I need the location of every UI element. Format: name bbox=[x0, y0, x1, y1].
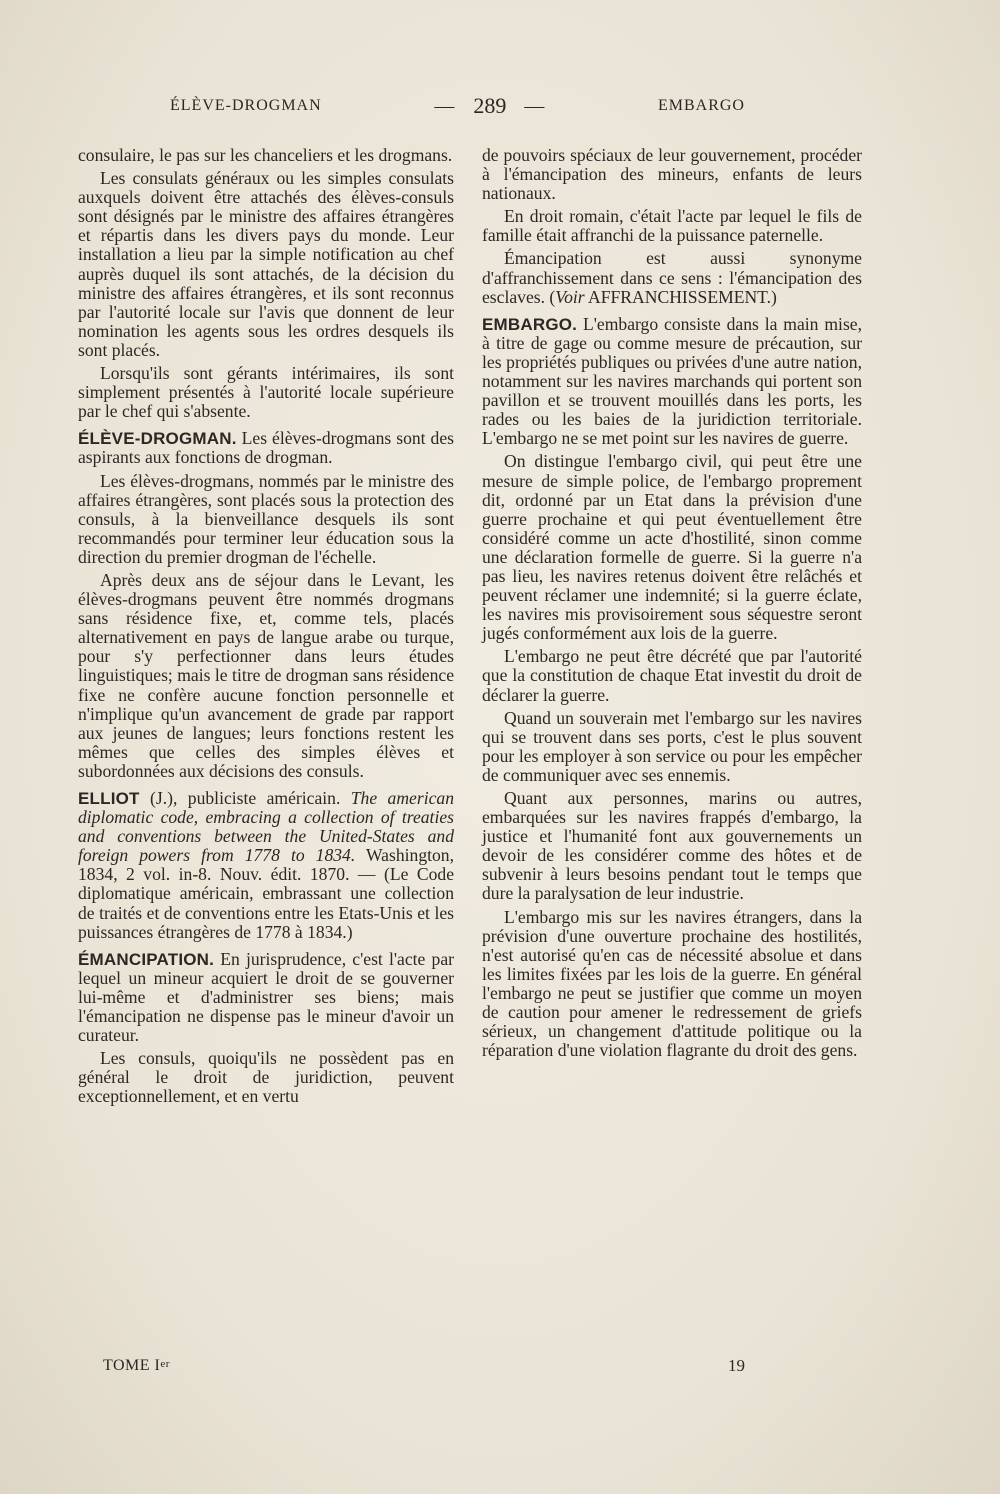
headword: EMBARGO. bbox=[482, 314, 578, 334]
entry-elliot bbox=[78, 789, 454, 942]
volume-footer bbox=[103, 1357, 170, 1375]
header-right-term: EMBARGO bbox=[657, 97, 745, 114]
paragraph: consulaire, le pas sur les chanceliers et les drogmans. bbox=[78, 145, 453, 165]
entry-eleve-drogman bbox=[78, 429, 454, 467]
volume-superscript: er bbox=[160, 1358, 170, 1370]
paragraph: On distingue l'embargo civil, qui peut être une mesure de simple police, de l'embargo proprement dit, ordonné par un Etat dans la prévision d'une guerre prochaine et qui peut éventuellement être considéré comme un acte d'hostilité, sinon comme une déclaration formelle de guerre. Si la guerre n'a pas lieu, les navires retenus doivent être relâchés et peuvent réclamer une indemnité; si la guerre éclate, les navires mis provisoirement sous séquestre seront jugés conformément aux lois de la guerre. bbox=[482, 451, 862, 644]
header-dash-left: — bbox=[434, 94, 456, 117]
headword: ÉLÈVE-DROGMAN. bbox=[78, 429, 237, 449]
left-column bbox=[78, 146, 454, 1111]
page-number-group bbox=[434, 93, 545, 119]
entry-emancipation bbox=[78, 950, 454, 1045]
headword: ÉMANCIPATION. bbox=[78, 949, 215, 969]
paragraph: Lorsqu'ils sont gérants intérimaires, ils sont simplement présentés à l'autorité locale supérieure par le chef qui s'absente. bbox=[78, 363, 454, 422]
book-title: The american diplomatic code, embracing a collection of treaties and conventions between the United-States and foreign powers from 1778 to 1834. bbox=[78, 788, 454, 866]
paragraph-text: Émancipation est aussi synonyme d'affranchissement dans ce sens : l'émancipation des esclaves. ( bbox=[482, 248, 862, 307]
header-left-term: ÉLÈVE-DROGMAN bbox=[170, 97, 322, 114]
paragraph: Quand un souverain met l'embargo sur les navires qui se trouvent dans ses ports, c'est le plus souvent pour les employer à son service ou pour les empêcher de communiquer avec ses ennemis. bbox=[482, 707, 862, 785]
paragraph: Quant aux personnes, marins ou autres, embarquées sur les navires frappés d'embargo, la justice et l'humanité font aux gouvernements un devoir de les considérer comme des hôtes et de subvenir à leurs besoins pendant tout le temps que dure la paralysation de leur industrie. bbox=[482, 788, 862, 904]
paragraph: de pouvoirs spéciaux de leur gouvernement, procéder à l'émancipation des mineurs, enfants de leurs nationaux. bbox=[482, 145, 862, 204]
paragraph-text: AFFRANCHISSEMENT.) bbox=[584, 286, 777, 307]
running-head bbox=[170, 92, 745, 120]
entry-text: Les élèves-drogmans sont des aspirants aux fonctions de drogman. bbox=[78, 428, 454, 468]
paragraph bbox=[482, 249, 862, 306]
paragraph: L'embargo mis sur les navires étrangers, dans la prévision d'une ouverture prochaine des hostilités, n'est autorisé qu'en cas de nécessité absolue et dans les limites fixées par les lois de la guerre. En général l'embargo ne peut se justifier que comme un moyen de caution pour amener le redressement de griefs sérieux, un changement d'attitude politique ou la réparation d'une violation flagrante du droit des gens. bbox=[482, 906, 862, 1061]
paragraph: En droit romain, c'était l'acte par lequel le fils de famille était affranchi de la puissance paternelle. bbox=[482, 206, 862, 246]
paragraph: L'embargo ne peut être décrété que par l'autorité que la constitution de chaque Etat investit du droit de déclarer la guerre. bbox=[482, 646, 862, 705]
page-number: 289 bbox=[473, 93, 507, 118]
entry-text: Washington, 1834, 2 vol. in-8. Nouv. édit. 1870. — (Le Code diplomatique américain, embrassant une collection de traités et de conventions entre les Etats-Unis et les puissances étrangères de 1778 à 1834.) bbox=[78, 845, 455, 942]
header-dash-right: — bbox=[524, 94, 546, 117]
entry-text: L'embargo consiste dans la main mise, à titre de gage ou comme mesure de précaution, sur les propriétés publiques ou privées d'une autre nation, notamment sur les navires marchands qui portent son pavillon et se trouvent mouillés dans les ports, les rades ou les baies de la juridiction territoriale. L'embargo ne se met point sur les navires de guerre. bbox=[482, 313, 862, 449]
entry-text: En jurisprudence, c'est l'acte par lequel un mineur acquiert le droit de se gouverner lui-même et d'administrer ses biens; mais l'émancipation ne dispense pas le mineur d'avoir un curateur. bbox=[78, 948, 454, 1046]
paragraph: Après deux ans de séjour dans le Levant, les élèves-drogmans peuvent être nommés drogmans sans résidence fixe, et, comme tels, placés alternativement en pays de langue arabe ou turque, pour s'y perfectionner dans leurs études linguistiques; mais le titre de drogman sans résidence fixe ne confère aucune fonction personnelle et n'implique qu'un avancement de grade par rapport aux jeunes de langues; leurs fonctions restent les mêmes que celles des simples élèves et subordonnées aux décisions des consuls. bbox=[78, 569, 454, 781]
paragraph: Les consulats généraux ou les simples consulats auxquels doivent être attachés des élèves-consuls sont désignés par le ministre des affaires étrangères et répartis dans les divers pays du monde. Leur installation a lieu par la simple notification au chef auprès duquel ils sont attachés, de la décision du ministre des affaires étrangères, et ils sont reconnus par l'autorité locale sur l'avis que donnent de leur nomination les agents sous les ordres desquels ils sont placés. bbox=[78, 168, 454, 360]
paragraph: Les élèves-drogmans, nommés par le ministre des affaires étrangères, sont placés sous la protection des consuls, à la bienveillance desquels ils sont recommandés pour terminer leur éducation sous la direction du premier drogman de l'échelle. bbox=[78, 470, 454, 567]
cross-reference-voir: Voir bbox=[555, 286, 585, 307]
entry-embargo bbox=[482, 315, 862, 449]
signature-mark: 19 bbox=[728, 1356, 745, 1375]
entry-text: (J.), publiciste américain. bbox=[139, 788, 351, 808]
volume-label: TOME I bbox=[103, 1357, 161, 1374]
headword: ELLIOT bbox=[78, 789, 140, 808]
right-column bbox=[482, 146, 862, 1064]
paragraph: Les consuls, quoiqu'ils ne possèdent pas en général le droit de juridiction, peuvent exceptionnellement, et en vertu bbox=[78, 1048, 454, 1107]
